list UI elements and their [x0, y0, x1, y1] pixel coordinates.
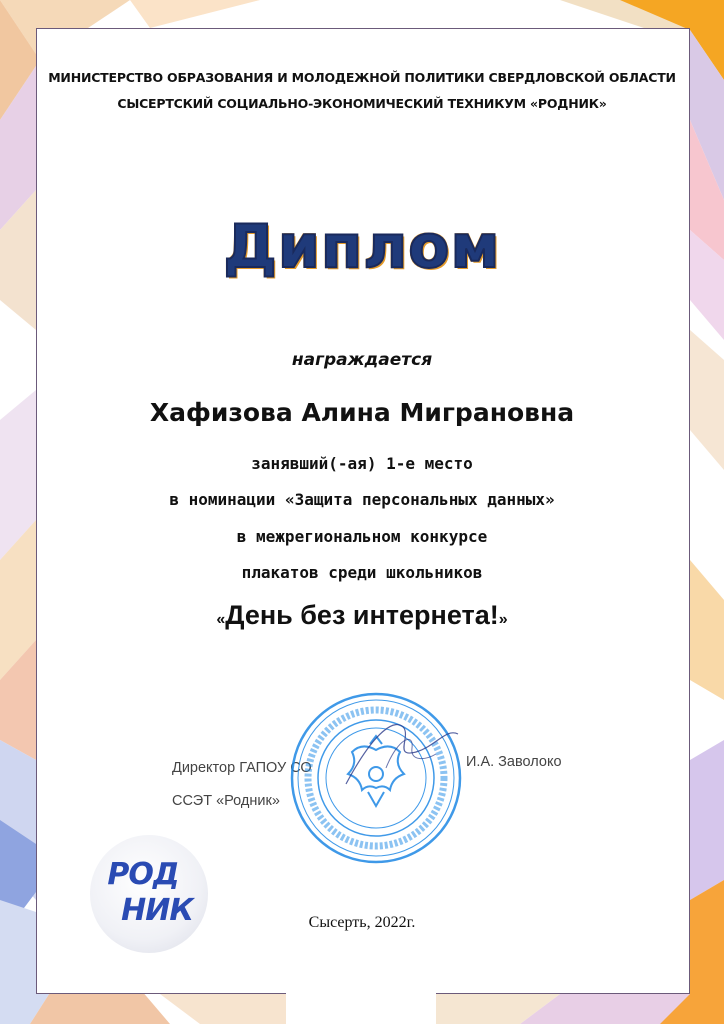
audience-line: плакатов среди школьников — [241, 563, 483, 582]
awarded-label: награждается — [291, 350, 433, 370]
official-seal-stamp — [286, 688, 466, 868]
rodnik-logo — [90, 835, 208, 953]
open-quote: « — [216, 611, 226, 628]
logo-text-top: РОД — [107, 857, 179, 892]
contest-type-line: в межрегиональном конкурсе — [236, 527, 488, 546]
coat-of-arms-icon — [348, 736, 404, 806]
college-header: СЫСЕРТСКИЙ СОЦИАЛЬНО-ЭКОНОМИЧЕСКИЙ ТЕХНИКУМ «РОДНИК» — [117, 96, 607, 111]
bottom-gap — [286, 960, 436, 1024]
place-line: занявший(-ая) 1-е место — [251, 454, 473, 473]
logo-text-bottom: НИК — [121, 893, 193, 928]
contest-title: День без интернета! — [225, 600, 499, 630]
recipient-name: Хафизова Алина Миграновна — [149, 398, 575, 427]
diploma-title: Диплом — [223, 212, 501, 282]
ministry-header: МИНИСТЕРСТВО ОБРАЗОВАНИЯ И МОЛОДЕЖНОЙ ПОЛИТИКИ СВЕРДЛОВСКОЙ ОБЛАСТИ — [48, 70, 676, 85]
signatory-organization: ССЭТ «Родник» — [172, 793, 280, 809]
contest-name — [0, 600, 724, 631]
nomination-line: в номинации «Защита персональных данных» — [169, 490, 555, 509]
place-and-date: Сысерть, 2022г. — [308, 914, 416, 931]
signatory-name: И.А. Заволоко — [466, 754, 562, 770]
signatory-role: Директор ГАПОУ СО — [172, 760, 312, 776]
close-quote: » — [498, 611, 508, 628]
